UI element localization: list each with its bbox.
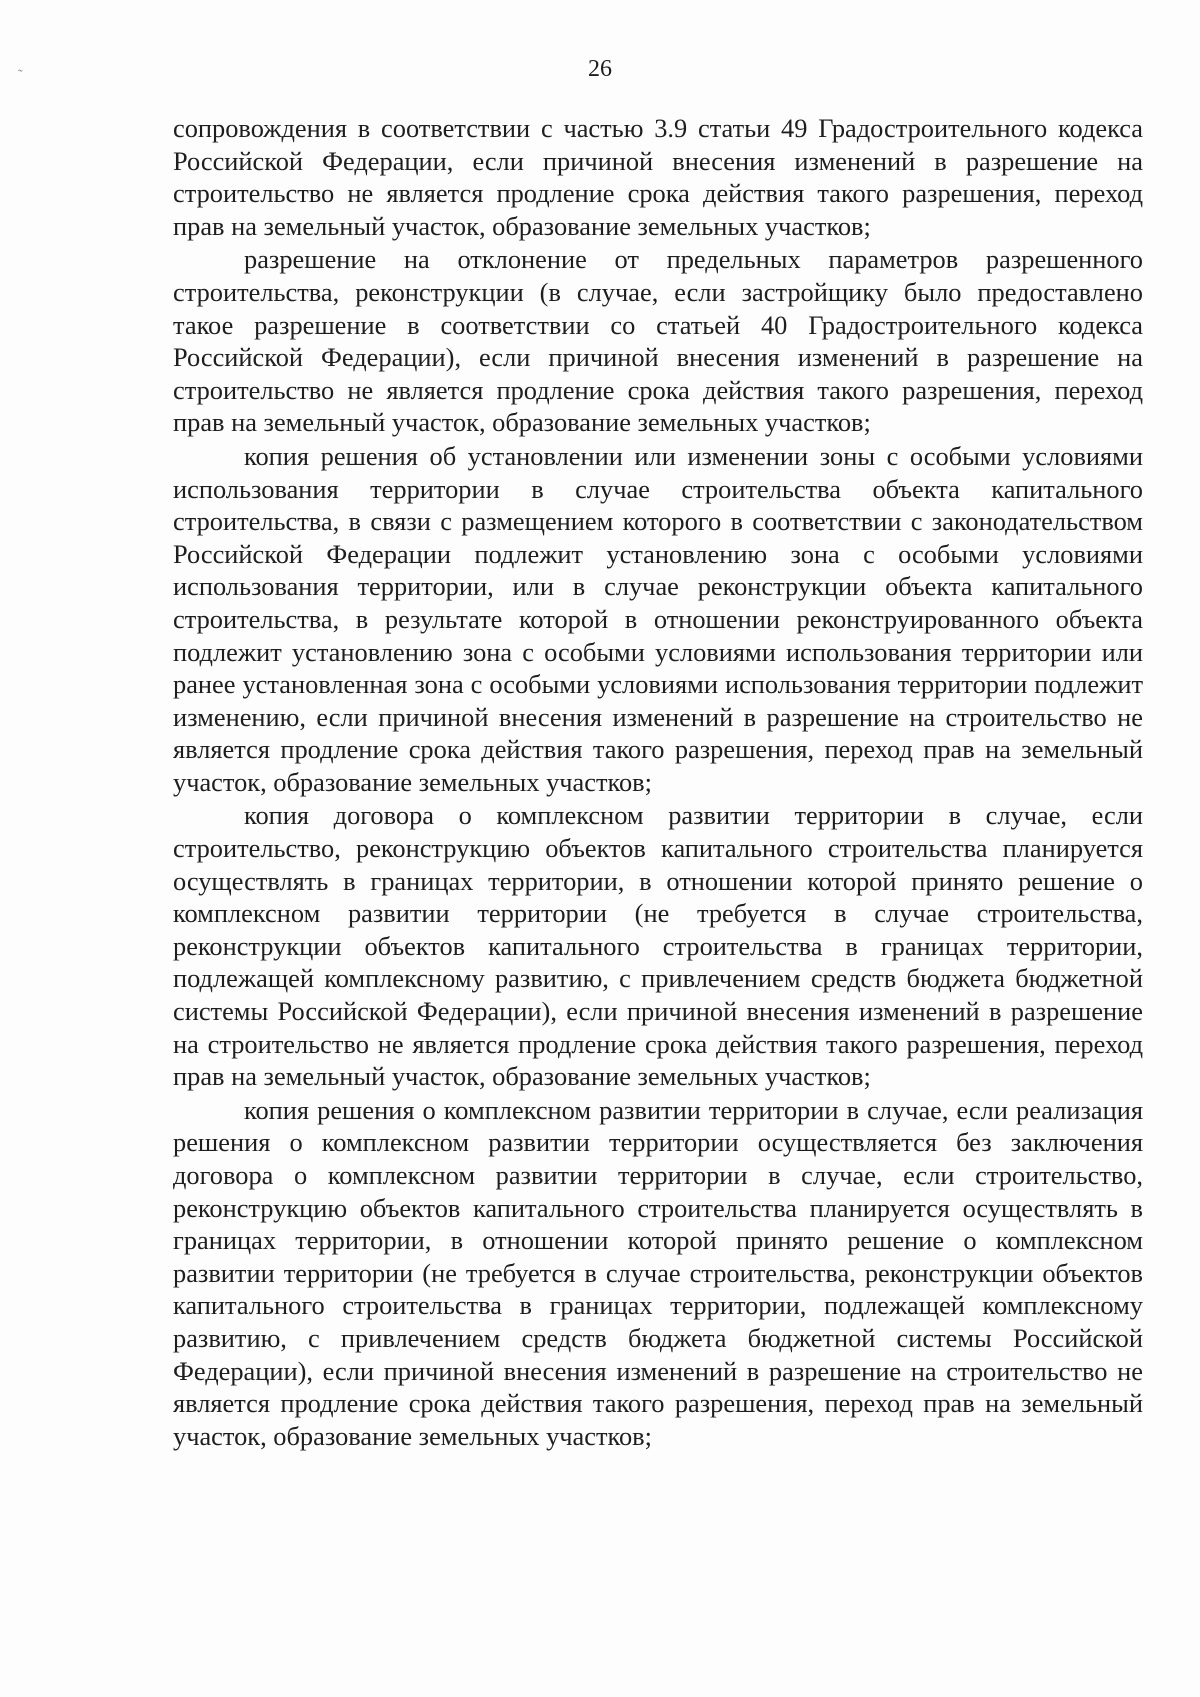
paragraph-development-decision: копия решения о комплексном развитии территории в случае, если реализация решения о комплексном развитии территории осуществляется без заключения договора о комплексном развитии территории в случае, если строительство, реконструкцию объектов капитального строительства планируется осуществлять в границах территории, в отношении которой принято решение о комплексном развитии территории (не требуется в случае строительства, реконструкции объектов капитального строительства в границах территории, подлежащей комплексному развитию, с привлечением средств бюджета бюджетной системы Российской Федерации), если причиной внесения изменений в разрешение на строительство не является продление срока действия такого разрешения, переход прав на земельный участок, образование земельных участков; — [173, 1094, 1143, 1451]
page-number: 26 — [588, 56, 612, 82]
paragraph-continuation: сопровождения в соответствии с частью 3.9 статьи 49 Градостроительного кодекса Российской Федерации, если причиной внесения изменений в разрешение на строительство не является продление срока действия такого разрешения, переход прав на земельный участок, образование земельных участков; — [173, 113, 1143, 241]
scan-mark: ˜ — [18, 68, 23, 83]
document-body — [173, 112, 1143, 1453]
paragraph-deviation-permit: разрешение на отклонение от предельных параметров разрешенного строительства, реконструкции (в случае, если застройщику было предоставлено такое разрешение в соответствии со статьей 40 Градостроительного кодекса Российской Федерации), если причиной внесения изменений в разрешение на строительство не является продление срока действия такого разрешения, переход прав на земельный участок, образование земельных участков; — [173, 244, 1143, 438]
paragraph-special-zone-decision: копия решения об установлении или изменении зоны с особыми условиями использования территории в случае строительства объекта капитального строительства, в связи с размещением которого в соответствии с законодательством Российской Федерации подлежит установлению зона с особыми условиями использования территории, или в случае реконструкции объекта капитального строительства, в результате которой в отношении реконструированного объекта подлежит установлению зона с особыми условиями использования территории или ранее установленная зона с особыми условиями использования территории подлежит изменению, если причиной внесения изменений в разрешение на строительство не является продление срока действия такого разрешения, переход прав на земельный участок, образование земельных участков; — [173, 440, 1143, 797]
paragraph-development-contract: копия договора о комплексном развитии территории в случае, если строительство, реконструкцию объектов капитального строительства планируется осуществлять в границах территории, в отношении которой принято решение о комплексном развитии территории (не требуется в случае строительства, реконструкции объектов капитального строительства в границах территории, подлежащей комплексному развитию, с привлечением средств бюджета бюджетной системы Российской Федерации), если причиной внесения изменений в разрешение на строительство не является продление срока действия такого разрешения, переход прав на земельный участок, образование земельных участков; — [173, 800, 1143, 1092]
